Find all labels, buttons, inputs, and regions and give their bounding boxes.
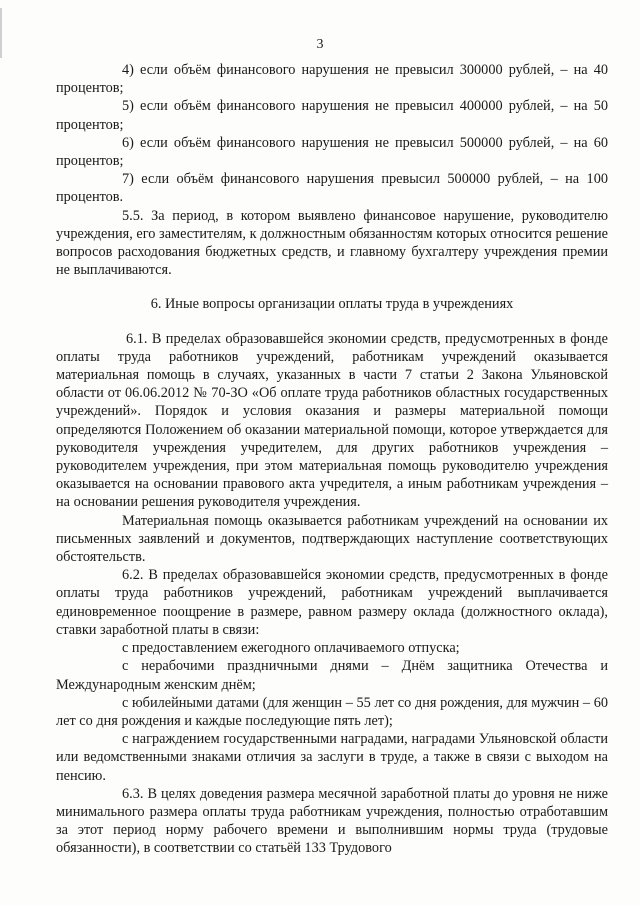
list-item: 6) если объём финансового нарушения не превысил 500000 рублей, – на 60 процентов; [56, 134, 608, 170]
list-item: с юбилейными датами (для женщин – 55 лет со дня рождения, для мужчин – 60 лет со дня рождения и каждые последующие пять лет); [56, 694, 608, 729]
list-item: 7) если объём финансового нарушения превысил 500000 рублей, – на 100 процентов. [56, 171, 608, 206]
paragraph-5-5: 5.5. За период, в котором выявлено финансовое нарушение, руководителю учреждения, его заместителям, к должностным обязанностям которых относится решение вопросов расходования бюджетных средств, и главному бухгалтеру учреждения премии не выплачиваются. [56, 207, 608, 279]
list-item: с предоставлением ежегодного оплачиваемого отпуска; [122, 640, 460, 657]
spacer [56, 279, 608, 295]
paragraph-6-2: 6.2. В пределах образовавшейся экономии средств, предусмотренных в фонде оплаты труда работников учреждений, работникам учреждений выплачивается единовременное поощрение в размере, равном размеру оклада (должностного оклада), ставки заработной платы в связи: [56, 567, 608, 638]
section-heading: 6. Иные вопросы организации оплаты труда в учреждениях [150, 296, 514, 313]
list-item: 4) если объём финансового нарушения не превысил 300000 рублей, – на 40 процентов; [56, 62, 608, 97]
spacer [56, 314, 608, 330]
page-number: 3 [316, 37, 324, 52]
list-item: 5) если объём финансового нарушения не превысил 400000 рублей, – на 50 процентов; [56, 98, 608, 133]
paragraph-6-3: 6.3. В целях доведения размера месячной заработной платы до уровня не ниже минимального размера оплаты труда работникам учреждения, полностью отработавшим за этот период норму рабочего времени и выполнившим нормы труда (трудовые обязанности), в соответствии со статьёй 133 Трудового [56, 785, 608, 857]
list-item: с нерабочими праздничными днями – Днём защитника Отечества и Международным женским днём; [56, 658, 608, 693]
list-item: с награждением государственными наградами, наградами Ульяновской области или ведомственными знаками отличия за заслуги в труде, а также в связи с выходом на пенсию. [56, 731, 608, 784]
document-body [56, 61, 608, 858]
paragraph-6-1-continued: Материальная помощь оказывается работникам учреждений на основании их письменных заявлений и документов, подтверждающих наступление соответствующих обстоятельств. [56, 512, 608, 566]
paragraph-6-1: 6.1. В пределах образовавшейся экономии средств, предусмотренных в фонде оплаты труда работников учреждений, работникам учреждений оказывается материальная помощь в случаях, указанных в части 7 статьи 2 Закона Ульяновской области от 06.06.2012 № 70-ЗО «Об оплате труда работников областных государственных учреждений». Порядок и условия оказания и размеры материальной помощи определяются Положением об оказании материальной помощи, которое утверждается для руководителя учреждения учредителем, для других работников учреждения – руководителем учреждения, при этом материальная помощь руководителю учреждения оказывается на основании правового акта учредителя, а иным работникам учреждения – на основании решения руководителя учреждения. [56, 330, 608, 511]
